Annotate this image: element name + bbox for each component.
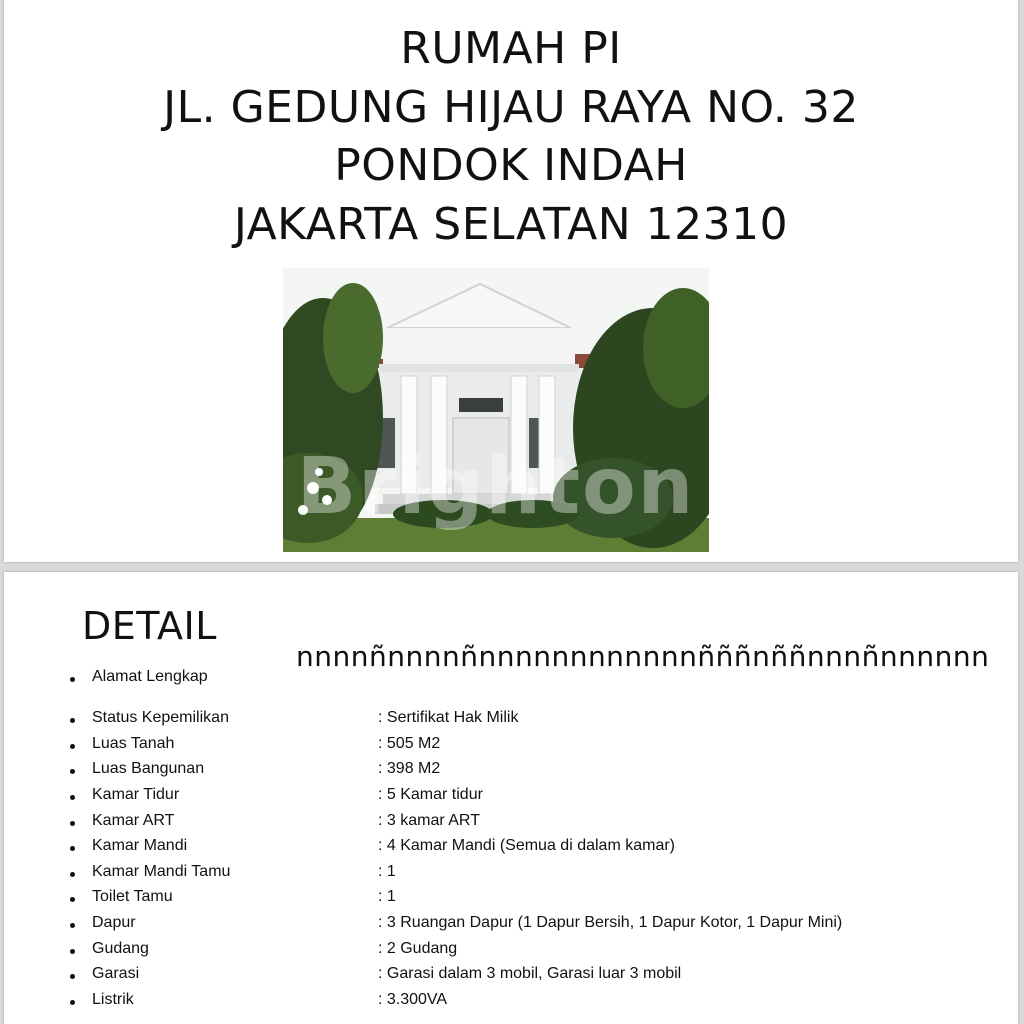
bullet-icon [70, 1000, 75, 1005]
item-label: Kamar Tidur [92, 786, 180, 803]
bullet-icon [70, 872, 75, 877]
bullet-icon [70, 769, 75, 774]
bullet-icon [70, 846, 75, 851]
item-label: Kamar Mandi Tamu [92, 863, 231, 880]
title-line-4: JAKARTA SELATAN 12310 [233, 198, 789, 250]
bullet-icon [70, 795, 75, 800]
item-value: : 1 [378, 888, 396, 905]
item-value: : Sertifikat Hak Milik [378, 709, 519, 726]
title-line-1: RUMAH PI [400, 23, 622, 74]
item-value: : 2 Gudang [378, 940, 458, 957]
bullet-icon [70, 897, 75, 902]
address-value: nnnnñnnnnñnnnnnnnnnnnnñññnññnnnñnnnnnn [296, 640, 990, 673]
bullet-icon [70, 949, 75, 954]
bullet-icon [70, 744, 75, 749]
detail-slide [4, 572, 1018, 1024]
item-value: : 4 Kamar Mandi (Semua di dalam kamar) [378, 837, 675, 854]
item-label: Luas Bangunan [92, 760, 205, 777]
item-label: Luas Tanah [92, 735, 175, 752]
bullet-icon [70, 974, 75, 979]
item-value: : 505 M2 [378, 735, 441, 752]
item-label: Kamar ART [92, 812, 175, 829]
item-label: Gudang [92, 940, 149, 957]
item-label: Listrik [92, 991, 134, 1008]
item-value: : 3 kamar ART [378, 812, 480, 829]
item-label: Kamar Mandi [92, 837, 188, 854]
bullet-icon [70, 677, 75, 682]
detail-heading: DETAIL [82, 604, 217, 648]
item-value: : 3.300VA [378, 991, 448, 1008]
item-value: : 398 M2 [378, 760, 441, 777]
title-line-3: PONDOK INDAH [334, 140, 688, 191]
bullet-icon [70, 718, 75, 723]
item-label: Garasi [92, 965, 140, 982]
item-label: Toilet Tamu [92, 888, 173, 905]
watermark-logo: Brighton [296, 442, 696, 532]
item-label: Dapur [92, 914, 136, 931]
item-value: : 1 [378, 863, 396, 880]
item-value: : 3 Ruangan Dapur (1 Dapur Bersih, 1 Dapur Kotor, 1 Dapur Mini) [378, 914, 843, 931]
bullet-icon [70, 821, 75, 826]
item-label: Status Kepemilikan [92, 709, 229, 726]
item-value: : 5 Kamar tidur [378, 786, 483, 803]
item-value: : Garasi dalam 3 mobil, Garasi luar 3 mobil [378, 965, 682, 982]
title-line-2: JL. GEDUNG HIJAU RAYA NO. 32 [163, 81, 859, 133]
house-photo [283, 268, 709, 552]
property-title [4, 20, 1018, 254]
item-label: Alamat Lengkap [92, 668, 208, 685]
bullet-icon [70, 923, 75, 928]
title-slide [4, 0, 1018, 562]
